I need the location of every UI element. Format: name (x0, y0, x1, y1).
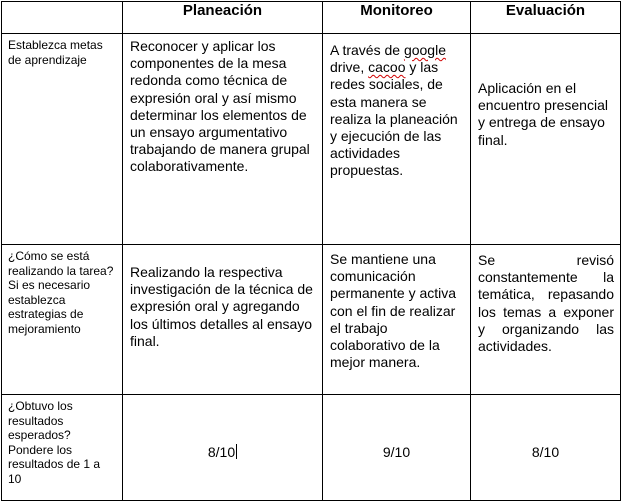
score-planeacion (123, 395, 322, 460)
spellcheck-word: cacoo (368, 59, 406, 76)
cell-planeacion[interactable] (123, 395, 323, 501)
cell-evaluacion[interactable] (471, 245, 621, 395)
table-row-metas (2, 34, 621, 245)
cell-text: Se revisó constantemente la temática, repasando los temas a exponer y organizando las actividades. (478, 252, 614, 355)
header-empty-cell (2, 2, 123, 34)
cell-text: Se mantiene una comunicación permanente y activa con el fin de realizar el trabajo colaborativo de la mejor manera. (330, 251, 457, 371)
cell-evaluacion[interactable] (471, 395, 621, 501)
row-label-tarea (2, 245, 122, 336)
row-label-line: ¿Cómo se está realizando la tarea? (8, 249, 114, 278)
header-planeacion: Planeación (123, 2, 323, 34)
cell-planeacion[interactable] (123, 34, 323, 245)
row-label-metas: Establezca metas de aprendizaje (8, 38, 103, 67)
cell-text (323, 42, 470, 180)
row-label-resultados: ¿Obtuvo los resultados esperados? Pondere los resultados de 1 a 10 (8, 399, 101, 486)
row-label-cell (2, 245, 123, 395)
row-label-cell (2, 34, 123, 245)
cell-text: Aplicación en el encuentro presencial y entrega de ensayo final. (478, 80, 608, 148)
text-fragment: drive, (330, 59, 369, 76)
row-label-line: Si es necesario establezca estrategias de mejoramiento (8, 278, 91, 336)
text-cursor (236, 444, 237, 459)
table-row-tarea (2, 245, 621, 395)
text-fragment: A través de (330, 42, 404, 58)
score-monitoreo: 9/10 (382, 444, 411, 460)
header-row (2, 2, 621, 34)
cell-evaluacion[interactable] (471, 34, 621, 245)
cell-monitoreo[interactable] (323, 395, 471, 501)
cell-monitoreo[interactable] (323, 34, 471, 245)
evaluation-table (1, 1, 621, 501)
cell-text: Reconocer y aplicar los componentes de la mesa redonda como técnica de expresión oral y así mismo determinar los elementos de un ensayo argumentativo trabajando de manera grupal colaborativamente. (130, 38, 310, 175)
cell-text: Realizando la respectiva investigación de la técnica de expresión oral y agregando los últimos detalles al ensayo final. (130, 264, 313, 349)
score-evaluacion: 8/10 (531, 444, 560, 460)
header-monitoreo: Monitoreo (323, 2, 471, 34)
cell-planeacion[interactable] (123, 245, 323, 395)
row-label-cell (2, 395, 123, 501)
header-evaluacion: Evaluación (471, 2, 621, 34)
cell-monitoreo[interactable] (323, 245, 471, 395)
text-fragment: y las redes sociales, de esta manera se realiza la planeación y ejecución de las actividades propuestas. (330, 59, 458, 179)
score-value: 8/10 (207, 444, 236, 460)
table-row-resultados (2, 395, 621, 501)
spellcheck-word: google (403, 42, 446, 58)
